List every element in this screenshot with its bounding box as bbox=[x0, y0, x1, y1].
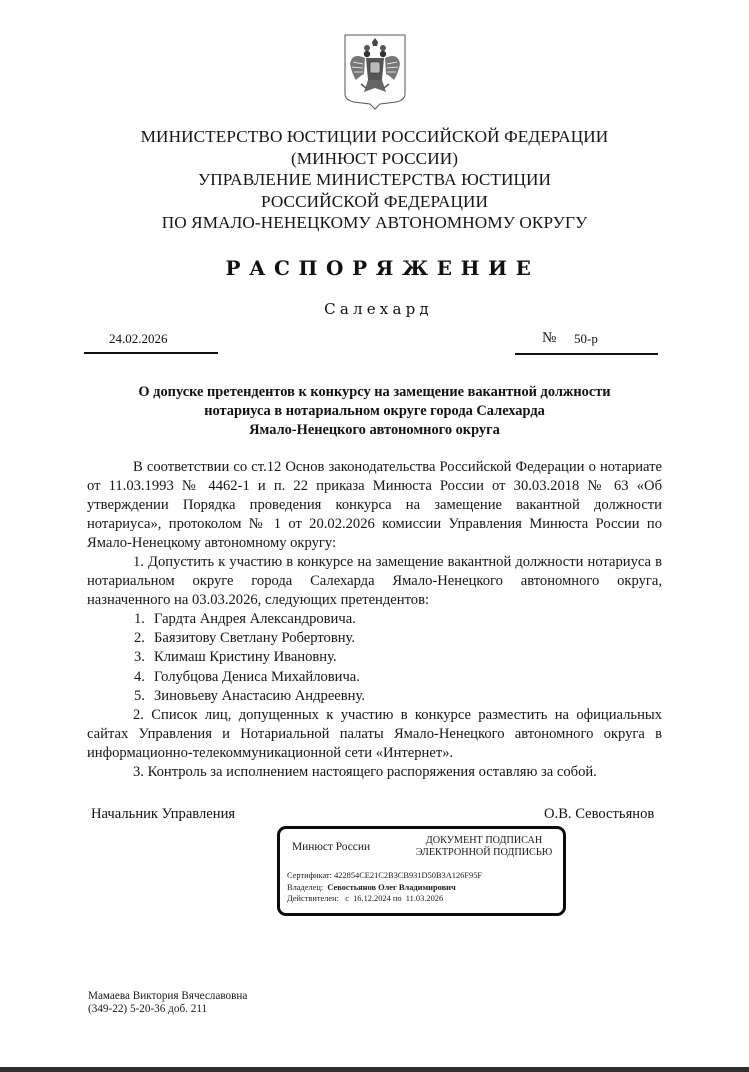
org-line: МИНИСТЕРСТВО ЮСТИЦИИ РОССИЙСКОЙ ФЕДЕРАЦИИ bbox=[140, 127, 609, 146]
candidate-list bbox=[87, 610, 662, 705]
item-1-paragraph: 1. Допустить к участию в конкурсе на замещение вакантной должности нотариуса в нотариальном округе города Салехарда Ямало-Ненецкого автономного округа, назначенного на 03.03.2026, следующих претендентов: bbox=[87, 554, 662, 609]
subject-line: О допуске претендентов к конкурсу на замещение вакантной должности bbox=[138, 384, 611, 400]
valid-from-prefix: с bbox=[345, 894, 349, 903]
document-subject bbox=[0, 383, 749, 441]
org-line: УПРАВЛЕНИЕ МИНИСТЕРСТВА ЮСТИЦИИ bbox=[197, 170, 552, 190]
owner-label: Владелец: bbox=[287, 882, 324, 892]
executor-info bbox=[88, 990, 247, 1017]
signatory-title: Начальник Управления bbox=[91, 806, 236, 822]
valid-to: 11.03.2026 bbox=[405, 894, 444, 903]
list-item-number: 4. bbox=[134, 668, 145, 685]
valid-label: Действителен: bbox=[287, 894, 339, 903]
item-3-paragraph: 3. Контроль за исполнением настоящего распоряжения оставляю за собой. bbox=[133, 763, 597, 780]
stamp-organization: Минюст России bbox=[292, 841, 371, 853]
certificate-label: Сертификат: bbox=[287, 871, 332, 880]
document-type-title: РАСПОРЯЖЕНИЕ bbox=[225, 256, 540, 280]
executor-name: Мамаева Виктория Вячеславовна bbox=[88, 990, 248, 1002]
stamp-details bbox=[287, 870, 482, 905]
stamp-owner-row bbox=[287, 882, 482, 894]
page-bottom-edge bbox=[0, 1067, 749, 1072]
list-item-number: 3. bbox=[134, 649, 145, 666]
document-body bbox=[87, 458, 662, 782]
stamp-heading bbox=[408, 835, 560, 859]
preamble-paragraph: В соответствии со ст.12 Основ законодательства Российской Федерации о нотариате от 11.03.1993 № 4462-1 и п. 22 приказа Минюста России от 30.03.2018 № 63 «Об утверждении Порядка проведения конкурса на замещение вакантной должности нотариуса», протоколом № 1 от 20.02.2026 комиссии Управления Минюста России по Ямало-Ненецкому автономному округу: bbox=[87, 459, 662, 552]
list-item-number: 5. bbox=[134, 687, 145, 704]
organization-header bbox=[0, 126, 749, 234]
org-line: РОССИЙСКОЙ ФЕДЕРАЦИИ bbox=[260, 191, 489, 211]
org-line: (МИНЮСТ РОССИИ) bbox=[290, 148, 459, 168]
list-item-number: 1. bbox=[134, 611, 145, 628]
stamp-validity-row bbox=[287, 893, 482, 905]
executor-phone: (349-22) 5-20-36 доб. 211 bbox=[88, 1003, 208, 1016]
valid-to-prefix: по bbox=[392, 894, 402, 903]
item-2-paragraph: 2. Список лиц, допущенных к участию в конкурсе разместить на официальных сайтах Управления и Нотариальной палаты Ямало-Ненецкого автономного округа в информационно-телекоммуникационной сети «Интернет». bbox=[87, 706, 662, 761]
owner-value: Севостьянов Олег Владимирович bbox=[327, 882, 456, 892]
list-item bbox=[87, 629, 662, 648]
stamp-certificate-row bbox=[287, 870, 482, 882]
candidate-name: Зиновьеву Анастасию Андреевну. bbox=[154, 687, 365, 704]
list-item bbox=[87, 648, 662, 667]
candidate-name: Голубцова Дениса Михайловича. bbox=[154, 668, 360, 685]
org-line: ПО ЯМАЛО-НЕНЕЦКОМУ АВТОНОМНОМУ ОКРУГУ bbox=[161, 213, 588, 233]
date-underline bbox=[84, 352, 218, 354]
document-date: 24.02.2026 bbox=[109, 331, 168, 346]
document-city: Салехард bbox=[324, 300, 433, 318]
list-item-number: 2. bbox=[134, 630, 145, 647]
list-item bbox=[87, 610, 662, 629]
number-underline bbox=[515, 353, 658, 355]
electronic-signature-stamp bbox=[277, 826, 566, 916]
certificate-value: 422854CE21C2B3CB931D50B3A126F95F bbox=[334, 871, 483, 880]
list-item bbox=[87, 668, 662, 687]
list-item bbox=[87, 687, 662, 706]
number-sign: № bbox=[542, 330, 557, 346]
russian-coat-of-arms-icon bbox=[344, 34, 406, 110]
signatory-name: О.В. Севостьянов bbox=[544, 806, 655, 822]
document-number: 50-р bbox=[574, 331, 598, 346]
stamp-heading-line: ЭЛЕКТРОННОЙ ПОДПИСЬЮ bbox=[415, 846, 553, 858]
candidate-name: Баязитову Светлану Робертовну. bbox=[154, 630, 356, 647]
subject-line: Ямало-Ненецкого автономного округа bbox=[249, 422, 500, 439]
stamp-heading-line: ДОКУМЕНТ ПОДПИСАН bbox=[425, 835, 543, 846]
candidate-name: Гардта Андрея Александровича. bbox=[154, 611, 356, 628]
candidate-name: Климаш Кристину Ивановну. bbox=[154, 649, 337, 666]
subject-line: нотариуса в нотариальном округе города Салехарда bbox=[204, 403, 545, 420]
valid-from: 16.12.2024 bbox=[353, 894, 391, 903]
